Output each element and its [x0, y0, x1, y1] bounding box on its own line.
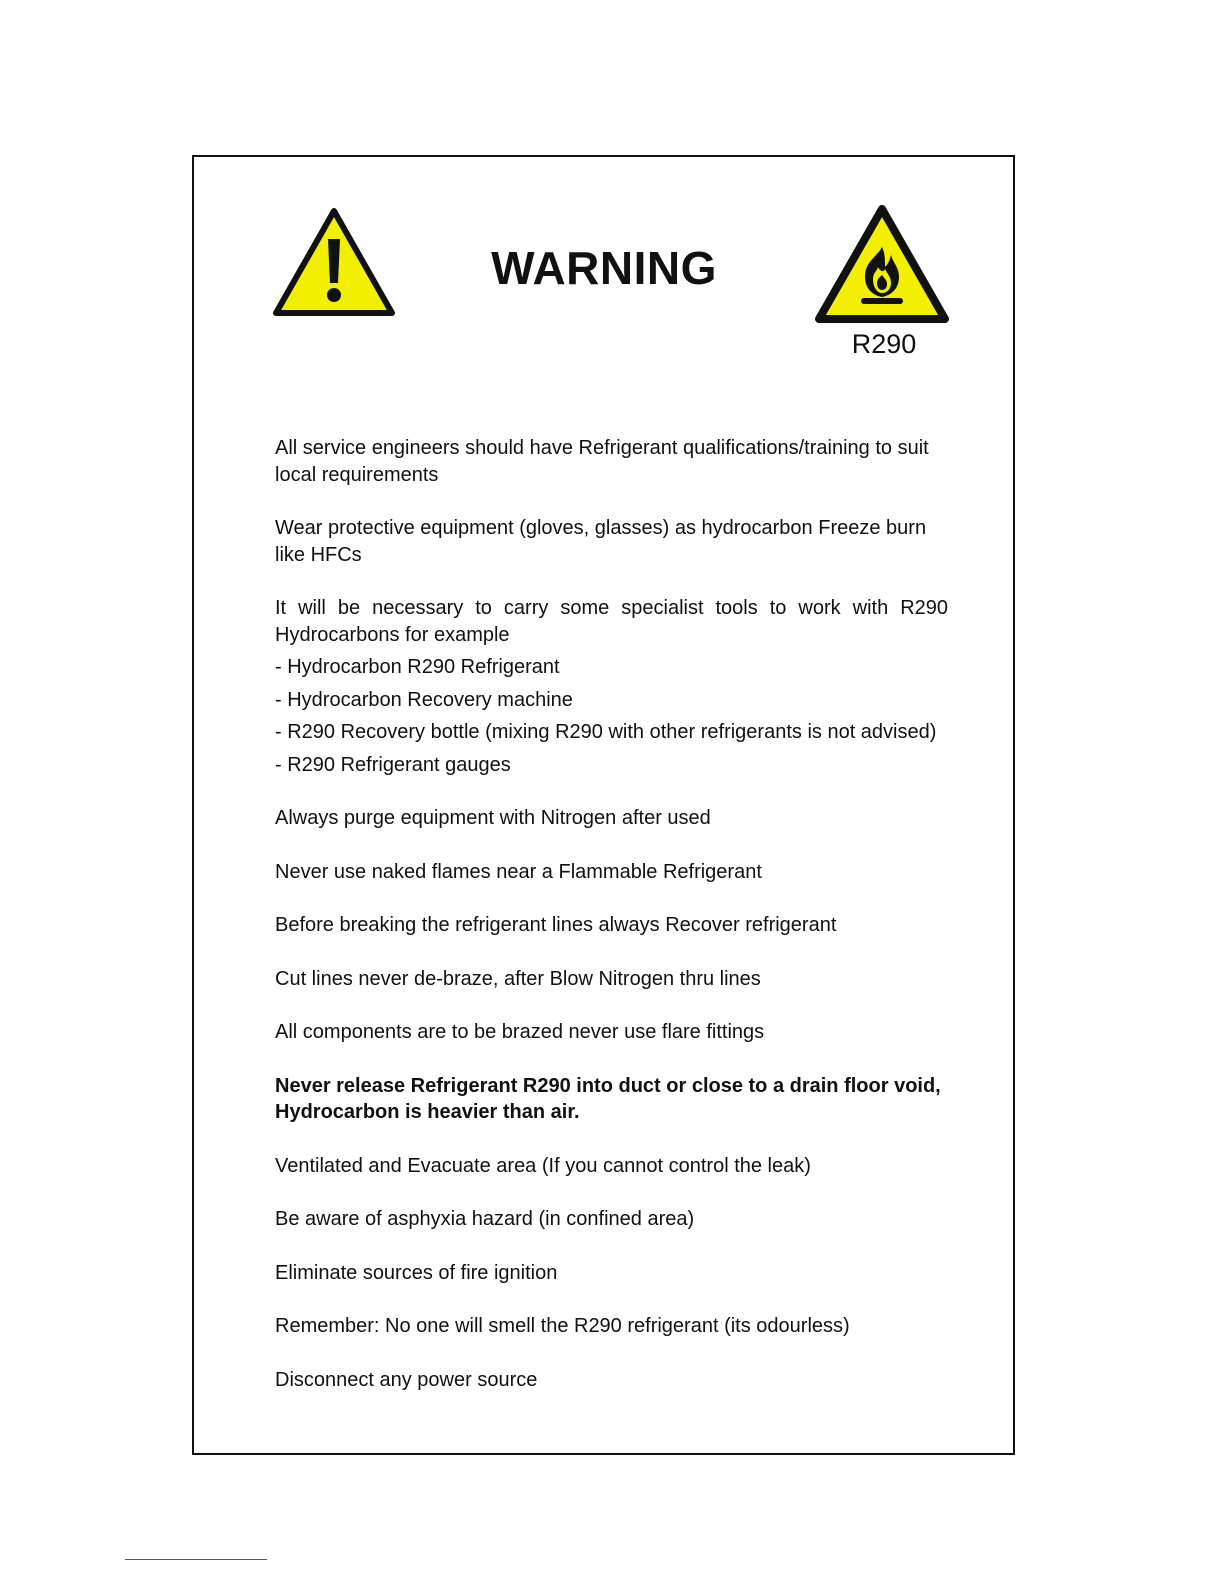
instruction-specialist-tools: It will be necessary to carry some specialist tools to work with R290 Hydrocarbons for example	[275, 597, 948, 646]
instruction-ventilate: Ventilated and Evacuate area (If you cannot control the leak)	[275, 1154, 811, 1177]
instructions	[275, 435, 948, 1393]
tool-list-item: - R290 Recovery bottle (mixing R290 with other refrigerants is not advised)	[275, 721, 937, 743]
instruction-odourless: Remember: No one will smell the R290 refrigerant (its odourless)	[275, 1315, 850, 1337]
instruction-protective-equipment: Wear protective equipment (gloves, glasses) as hydrocarbon Freeze burn like HFCs	[275, 517, 927, 566]
warning-triangle-icon	[272, 207, 396, 317]
instruction-power: Disconnect any power source	[275, 1368, 538, 1391]
instruction-purge: Always purge equipment with Nitrogen after used	[275, 807, 711, 829]
instruction-asphyxia: Be aware of asphyxia hazard (in confined area)	[275, 1208, 695, 1230]
refrigerant-label: R290	[851, 329, 917, 359]
warning-sign-frame	[192, 155, 1015, 1455]
flammable-triangle-icon	[815, 205, 949, 327]
page-title: WARNING	[491, 242, 717, 294]
instruction-cut-lines: Cut lines never de-braze, after Blow Nitrogen thru lines	[275, 967, 761, 990]
instruction-ignition: Eliminate sources of fire ignition	[275, 1261, 558, 1284]
tool-list-item: - Hydrocarbon R290 Refrigerant	[275, 656, 560, 678]
instruction-recover: Before breaking the refrigerant lines always Recover refrigerant	[275, 914, 837, 936]
footer-rule	[125, 1559, 267, 1560]
instruction-qualifications: All service engineers should have Refrigerant qualifications/training to suit local requirements	[275, 437, 929, 486]
instruction-brazed: All components are to be brazed never use flare fittings	[275, 1021, 765, 1043]
tool-list-item: - Hydrocarbon Recovery machine	[275, 688, 573, 711]
instruction-never-release: Never release Refrigerant R290 into duct or close to a drain floor void, Hydrocarbon is heavier than air.	[275, 1074, 941, 1123]
tool-list-item: - R290 Refrigerant gauges	[275, 753, 511, 776]
instruction-naked-flames: Never use naked flames near a Flammable Refrigerant	[275, 860, 762, 883]
